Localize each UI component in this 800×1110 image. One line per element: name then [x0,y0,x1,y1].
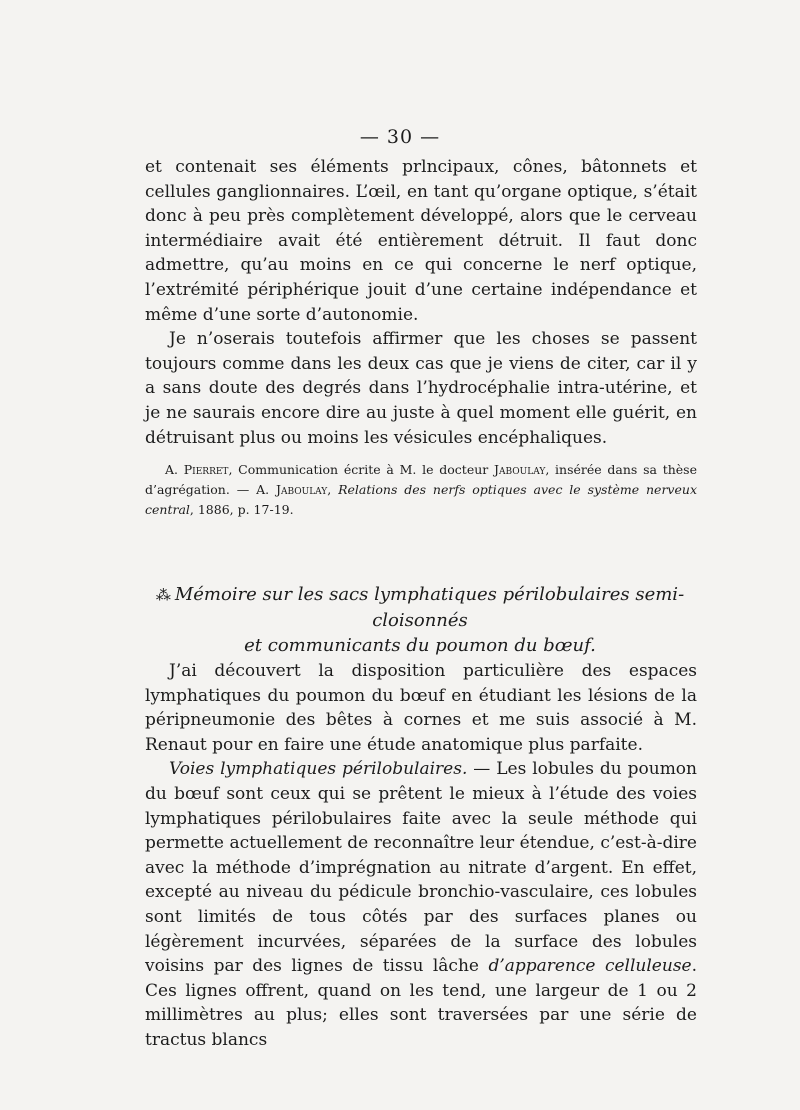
paragraph-4-heading: Voies lymphatiques périlobulaires. [169,759,468,780]
lower-text-block [145,659,697,1053]
paragraph-3: J’ai découvert la disposition particulière des espaces lymphatiques du poumon du bœuf en étudiant les lésions de la péripneumonie des bêtes à cornes et me suis associé à M. Renaut pour en faire une étude anatomique plus parfaite. [145,661,697,755]
paragraph-4-text-b: . Ces lignes offrent, quand on les tend, une largeur de 1 ou 2 millimètres au plus; elles sont traversées par une série de tractus blancs [145,956,698,1050]
footnote-part-2: , insérée dans sa thèse d’agrégation. — A. [145,462,697,497]
footnote-part-3: , [327,482,339,497]
footnote-author-jaboulay: Jaboulay [275,482,328,497]
footnote-part-1: , Communication écrite à M. le docteur [228,462,494,477]
footnote-initial: A. [165,462,184,477]
page-number: — 30 — [359,126,441,148]
paragraph-4 [145,757,697,1052]
paragraph-4-italic-phrase: d’apparence celluleuse [488,956,692,977]
paragraph-1: et contenait ses éléments prlncipaux, cônes, bâtonnets et cellules ganglionnaires. L’œil, en tant qu’organe optique, s’était donc à peu près complètement développé, alors que le cerveau intermédiaire avait été entièrement détruit. Il faut donc admettre, qu’au moins en ce qui concerne le nerf optique, l’extrémité périphérique jouit d’une certaine indépendance et même d’une sorte d’autonomie. [145,157,697,325]
section-title-line-2: et communicants du poumon du bœuf. [244,635,596,656]
footnote [145,460,697,520]
footnote-author-jaboulay-ref: Jaboulay [494,462,546,477]
paragraph-4-text-a: — Les lobules du poumon du bœuf sont ceux qui se prêtent le mieux à l’étude des voies lymphatiques périlobulaires faite avec la seule méthode qui permette actuellement de reconnaître leur étendue, c’est-à-dire avec la méthode d’imprégnation au nitrate d’argent. En effet, excepté au niveau du pédicule bronchio-vasculaire, ces lobules sont limités de tous côtés par des surfaces planes ou légèrement incurvées, séparées de la surface des lobules voisins par des lignes de tissu lâche [145,759,697,977]
section-title [120,582,720,658]
section-title-line-1: Mémoire sur les sacs lymphatiques périlobulaires semi-cloisonnés [174,584,685,631]
footnote-author-pierret: Pierret [183,462,229,477]
footnote-work-title: Relations des nerfs optiques avec le système nerveux central [145,482,697,517]
paragraph-2: Je n’oserais toutefois affirmer que les choses se passent toujours comme dans les deux cas que je viens de citer, car il y a sans doute des degrés dans l’hydrocéphalie intra-utérine, et je ne saurais encore dire au juste à quel moment elle guérit, en détruisant plus ou moins les vésicules encéphaliques. [145,329,697,448]
upper-text-block [145,155,697,450]
footnote-part-4: , 1886, p. 17-19. [189,502,294,517]
asterism-icon: ⁂ [155,586,171,604]
